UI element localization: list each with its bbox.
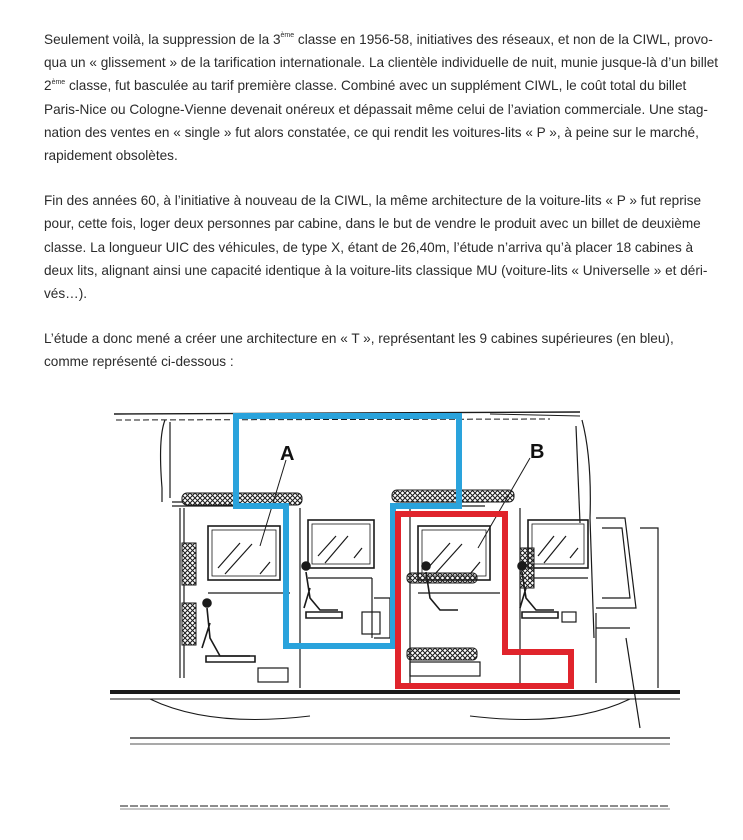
p1-line-2: qua un « glissement » de la tarification internationale. La clientèle individuelle de nuit, munie jusque-là d’un billet (44, 55, 719, 71)
p2-line-1: Fin des années 60, à l’initiative à nouveau de la CIWL, la même architecture de la voiture-lits « P » fut reprise (44, 193, 702, 209)
article-body (44, 28, 719, 396)
p1-line-5: nation des ventes en « single » fut alors constatée, ce qui rendit les voitures-lits « P », à peine sur le marché, (44, 124, 699, 140)
p2-line-3: classe. La longueur UIC des véhicules, de type X, étant de 26,40m, l’étude n’arriva qu’à placer 18 cabines à (44, 239, 694, 255)
label-b: B (530, 441, 545, 463)
car-floor (110, 692, 680, 809)
paragraph-3 (44, 327, 704, 373)
blue-upper-cabin-outline (236, 416, 459, 646)
p1-line-4: Paris-Nice ou Cologne-Vienne devenait onéreux et dépassait même celui de l’aviation commerciale. Une stag- (44, 101, 708, 117)
paragraph-2 (44, 189, 708, 305)
sleeping-car-diagram (110, 398, 680, 818)
p2-line-4: deux lits, alignant ainsi une capacité identique à la voiture-lits classique MU (voiture-lits « Universelle » et déri- (44, 262, 708, 278)
diagram-svg (110, 398, 680, 818)
label-a: A (280, 443, 295, 465)
p1-line-6: rapidement obsolètes. (44, 148, 178, 164)
paragraph-1 (44, 28, 719, 167)
superscript-eme: ème (51, 78, 66, 86)
superscript-eme: ème (280, 32, 295, 40)
p2-line-5: vés…). (44, 286, 88, 302)
p1-line-3: 2ème classe, fut basculée au tarif première classe. Combiné avec un supplément CIWL, le coût total du billet (44, 78, 687, 94)
partitions (300, 508, 630, 688)
p1-line-1: Seulement voilà, la suppression de la 3ème classe en 1956-58, initiatives des réseaux, et non de la CIWL, provo- (44, 32, 713, 47)
p3-line-2: comme représenté ci-dessous : (44, 354, 234, 370)
p2-line-2: pour, cette fois, loger deux personnes par cabine, dans le but de vendre le produit avec un billet de deuxième (44, 216, 701, 232)
p3-line-1: L’étude a donc mené a créer une architecture en « T », représentant les 9 cabines supérieures (en bleu), (44, 331, 674, 347)
